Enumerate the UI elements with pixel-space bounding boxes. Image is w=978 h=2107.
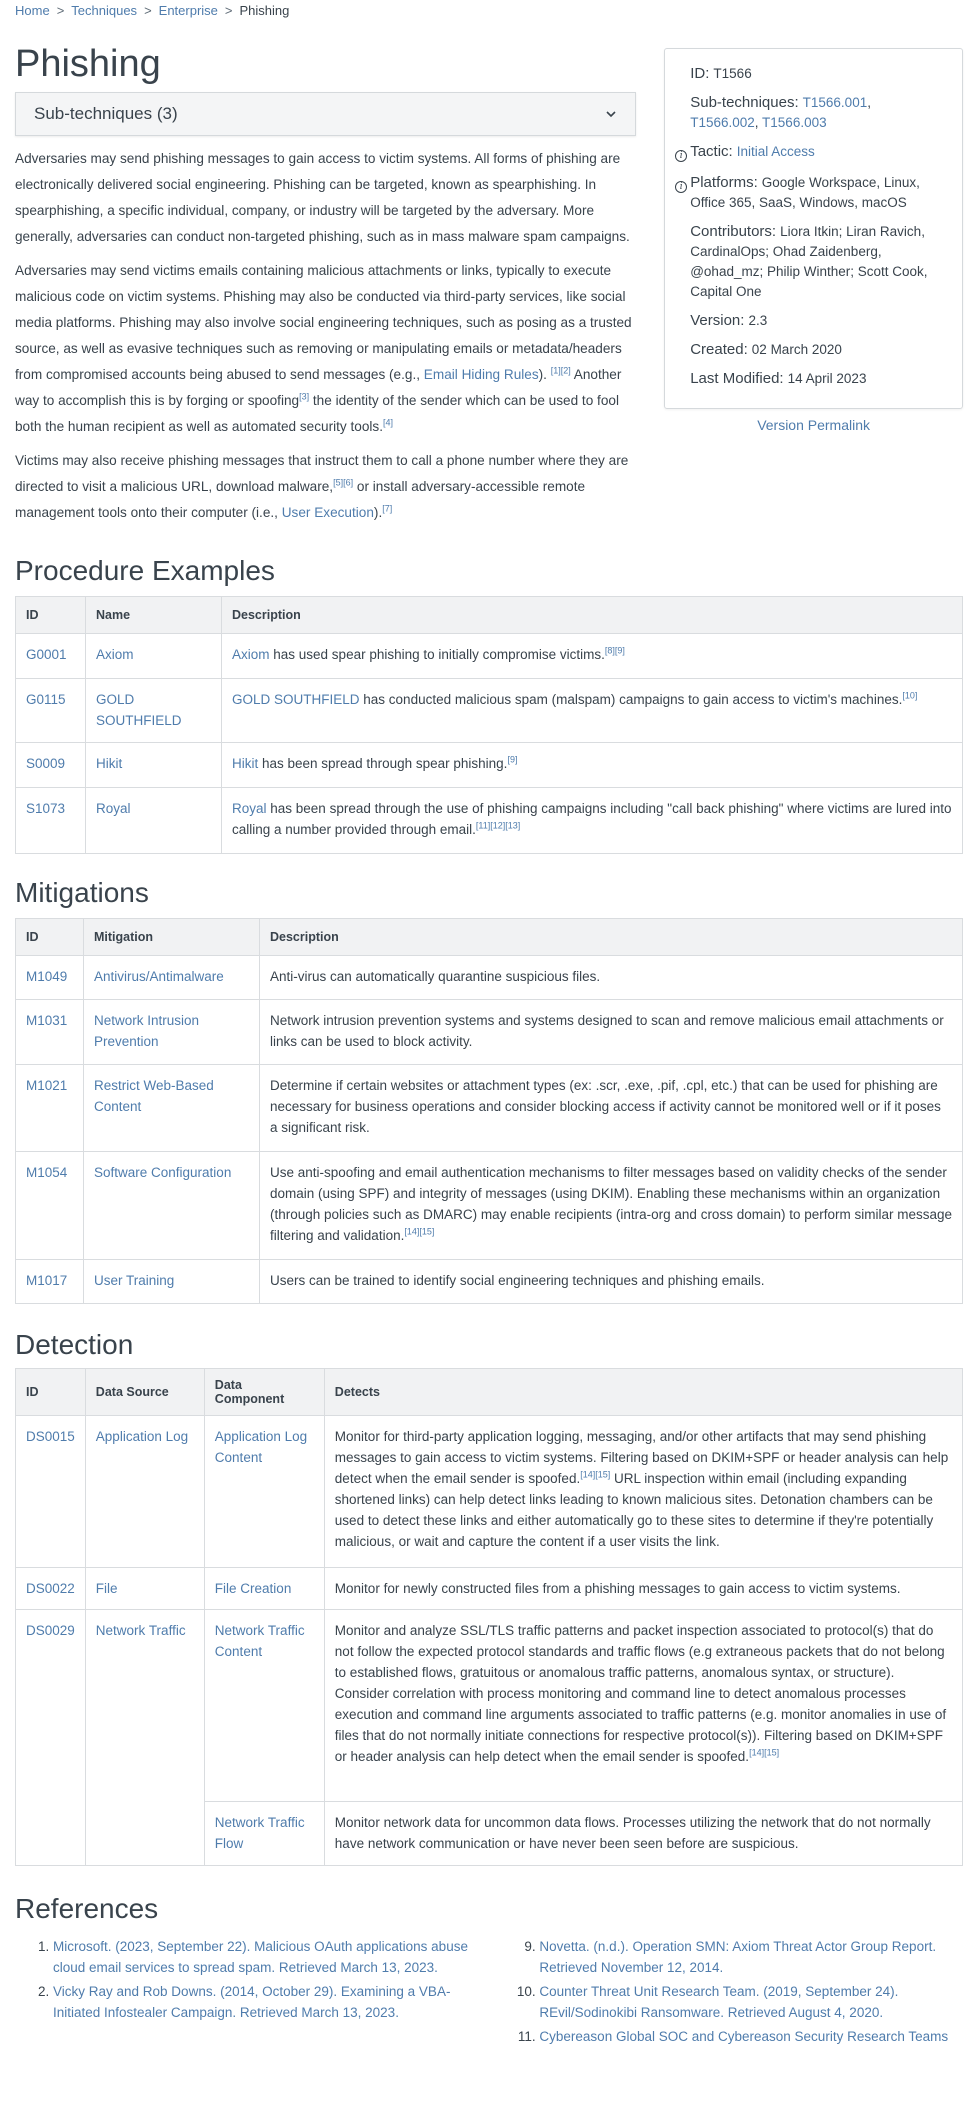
mitigation-id-link[interactable]: M1031 (26, 1013, 68, 1028)
card-label: Platforms: (690, 174, 758, 191)
technique-card-column (664, 48, 963, 433)
breadcrumb-separator: > (224, 3, 233, 18)
reference-link[interactable]: Cybereason Global SOC and Cybereason Security Research Teams (539, 2029, 949, 2044)
chevron-down-icon (605, 108, 617, 120)
description-paragraph (15, 258, 636, 440)
citation[interactable]: [7] (382, 503, 393, 514)
datacomponent-link[interactable]: Application Log Content (214, 1429, 308, 1465)
table-row (16, 1610, 963, 1802)
info-circle-icon[interactable]: i (675, 181, 687, 193)
mitigation-name-link[interactable]: Software Configuration (94, 1165, 232, 1180)
column-header: ID (16, 597, 86, 634)
page-title: Phishing (15, 43, 161, 85)
procedure-id-link[interactable]: G0115 (26, 692, 66, 707)
table-row (16, 679, 963, 743)
breadcrumb-home[interactable]: Home (15, 3, 50, 18)
subtechnique-link[interactable]: T1566.003 (762, 115, 827, 130)
references-list (15, 1936, 963, 2050)
column-header: Mitigation (84, 919, 260, 956)
mitigation-name-link[interactable]: Restrict Web-Based Content (94, 1078, 214, 1114)
datasource-link[interactable]: File (95, 1581, 118, 1596)
mitigation-id-link[interactable]: M1049 (26, 969, 68, 984)
description-text: Adversaries may send victims emails containing malicious attachments or links, typically to execute malicious code on victim systems. Phishing may also be conducted via third-party services, like social media platforms. Phishing may also involve social engineering techniques, such as posing as a trusted source, as well as evasive techniques such as removing or manipulating emails or metadata/headers from compromised accounts being abused to send messages (e.g., (15, 263, 632, 382)
mitigation-name-link[interactable]: Network Intrusion Prevention (94, 1013, 200, 1049)
procedure-desc: has conducted malicious spam (malspam) campaigns to gain access to victim's machines. (359, 692, 903, 707)
description-text: ). (373, 505, 383, 520)
detection-table (15, 1368, 963, 1866)
card-label: Sub-techniques: (690, 94, 799, 111)
procedure-desc-link[interactable]: Royal (232, 801, 267, 816)
breadcrumb-techniques[interactable]: Techniques (71, 3, 138, 18)
detection-desc: Monitor and analyze SSL/TLS traffic patterns and packet inspection associated to protocol(s) that do not follow the expected protocol standards and traffic flows (e.g extraneous packets that do not belong to established flows, gratuitous or anomalous traffic patterns, anomalous syntax, or structure). Consider correlation with process monitoring and command line to detect anomalous processes execution and command line arguments associated to traffic patterns (e.g. monitor anomalies in use of files that do not normally initiate connections for respective protocol(s)). Filtering based on DKIM+SPF or header analysis can help detect when the email sender is spoofed. (334, 1623, 947, 1764)
card-id (675, 64, 940, 84)
breadcrumb-current: Phishing (239, 3, 290, 18)
email-hiding-rules-link[interactable]: Email Hiding Rules (423, 367, 539, 382)
column-header: Name (86, 597, 222, 634)
main-content (15, 92, 636, 534)
citation[interactable]: [8][9] (604, 645, 625, 656)
citation[interactable]: [9] (507, 754, 518, 765)
datacomponent-link[interactable]: File Creation (214, 1581, 292, 1596)
citation[interactable]: [10] (902, 690, 918, 701)
datasource-link[interactable]: Application Log (95, 1429, 189, 1444)
procedure-id-link[interactable]: G0001 (26, 647, 67, 662)
user-execution-link[interactable]: User Execution (281, 505, 374, 520)
card-value: Liora Itkin; Liran Ravich, CardinalOps; Ohad Zaidenberg, @ohad_mz; Philip Winther; Scott Cook, Capital One (690, 224, 928, 299)
datasource-id-link[interactable]: DS0015 (26, 1429, 75, 1444)
detection-desc: Monitor for newly constructed files from a phishing messages to gain access to victim systems. (334, 1581, 901, 1596)
card-label: Created: (690, 341, 748, 358)
card-label: ID: (690, 65, 710, 82)
table-row (16, 1568, 963, 1610)
citation[interactable]: [14][15] (580, 1469, 611, 1480)
procedure-desc-link[interactable]: GOLD SOUTHFIELD (232, 692, 360, 707)
mitigation-name-link[interactable]: Antivirus/Antimalware (94, 969, 224, 984)
card-tactic (675, 142, 940, 164)
card-value: 14 April 2023 (787, 371, 867, 386)
reference-link[interactable]: Novetta. (n.d.). Operation SMN: Axiom Threat Actor Group Report. Retrieved November 12, 2014. (539, 1939, 937, 1975)
card-value: 2.3 (748, 313, 768, 328)
mitigations-heading: Mitigations (15, 877, 149, 908)
column-header: Description (260, 919, 963, 956)
table-row (16, 1065, 963, 1152)
table-row (16, 634, 963, 679)
citation[interactable]: [14][15] (404, 1226, 435, 1237)
table-row (16, 1152, 963, 1260)
column-header: Data Component (204, 1369, 324, 1416)
mitigation-id-link[interactable]: M1017 (26, 1273, 68, 1288)
table-row (16, 1802, 963, 1866)
card-contributors (675, 222, 940, 302)
reference-link[interactable]: Vicky Ray and Rob Downs. (2014, October 29). Examining a VBA-Initiated Infostealer Campaign. Retrieved March 13, 2023. (53, 1984, 451, 2020)
reference-item (53, 1981, 486, 2023)
breadcrumb-separator: > (56, 3, 65, 18)
detection-desc: Monitor network data for uncommon data flows. Processes utilizing the network that do not normally have network communication or have never been seen before are suspicious. (334, 1815, 931, 1851)
procedure-desc: has been spread through spear phishing. (258, 756, 508, 771)
description-text: or install adversary-accessible remote management tools onto their computer (i.e., (15, 479, 586, 520)
mitigation-desc: Anti-virus can automatically quarantine suspicious files. (270, 969, 601, 984)
detection-desc: Monitor for third-party application logging, messaging, and/or other artifacts that may send phishing messages to gain access to victim systems. Filtering based on DKIM+SPF or header analysis can help detect when the email sender is spoofed. (334, 1429, 949, 1486)
description-text: Victims may also receive phishing messages that instruct them to call a phone number where they are directed to visit a malicious URL, download malware, (15, 453, 629, 494)
mitigation-desc: Use anti-spoofing and email authentication mechanisms to filter messages based on validity checks of the sender domain (using SPF) and integrity of messages (using DKIM). Enabling these mechanisms within an organization (through policies such as DMARC) may enable recipients (intra-org and cross domain) to perform similar message filtering and validation. (270, 1165, 953, 1243)
table-row (16, 956, 963, 1000)
citation[interactable]: [4] (383, 417, 394, 428)
procedure-name-link[interactable]: Hikit (96, 756, 123, 771)
reference-item (539, 2026, 963, 2047)
description-text: Another way to accomplish this is by forging or spoofing (15, 367, 622, 408)
citation[interactable]: [1][2] (550, 365, 571, 376)
procedure-desc-link[interactable]: Hikit (232, 756, 259, 771)
mitigation-desc: Users can be trained to identify social engineering techniques and phishing emails. (270, 1273, 765, 1288)
info-circle-icon[interactable]: i (675, 150, 687, 162)
description-paragraph (15, 448, 636, 526)
procedure-name-link[interactable]: Royal (96, 801, 131, 816)
column-header: Detects (324, 1369, 962, 1416)
description-text: the identity of the sender which can be used to fool both the human recipient as well as automated security tools. (15, 393, 619, 434)
citation[interactable]: [14][15] (749, 1747, 780, 1758)
card-value: Google Workspace, Linux, Office 365, SaaS, Windows, macOS (690, 175, 920, 210)
reference-item (53, 1936, 486, 1978)
citation[interactable]: [3] (299, 391, 310, 402)
technique-card (664, 48, 963, 409)
detection-desc: URL inspection within email (including expanding shortened links) can help detect links leading to known malicious sites. Detonation chambers can be used to detect these links and either automatically go to these sites to determine if they're potentially malicious, or wait and capture the content if a user visits the link. (334, 1471, 934, 1549)
subtechniques-toggle-label: Sub-techniques (3) (34, 104, 178, 123)
column-header: Data Source (85, 1369, 204, 1416)
procedure-id-link[interactable]: S1073 (26, 801, 66, 816)
tactic-link[interactable]: Initial Access (736, 144, 815, 159)
column-header: ID (16, 1369, 86, 1416)
procedure-desc: has been spread through the use of phishing campaigns including "call back phishing" where victims are lured into calling a number provided through email. (232, 801, 952, 837)
card-modified (675, 369, 940, 389)
mitigation-desc: Network intrusion prevention systems and systems designed to scan and remove malicious email attachments or links can be used to block activity. (270, 1013, 944, 1049)
mitigation-id-link[interactable]: M1021 (26, 1078, 68, 1093)
reference-link[interactable]: Microsoft. (2023, September 22). Malicious OAuth applications abuse cloud email services to spread spam. Retrieved March 13, 2023. (53, 1939, 468, 1975)
citation[interactable]: [11][12][13] (475, 820, 521, 831)
breadcrumb (15, 0, 963, 20)
table-row (16, 788, 963, 854)
table-row (16, 1260, 963, 1304)
reference-link[interactable]: Counter Threat Unit Research Team. (2019, September 24). REvil/Sodinokibi Ransomware. Retrieved August 4, 2020. (539, 1984, 899, 2020)
card-value: 02 March 2020 (751, 342, 842, 357)
mitigation-id-link[interactable]: M1054 (26, 1165, 68, 1180)
subtechniques-toggle[interactable] (15, 92, 636, 136)
datacomponent-link[interactable]: Network Traffic Flow (214, 1815, 305, 1851)
procedure-desc-link[interactable]: Axiom (232, 647, 270, 662)
datasource-id-link[interactable]: DS0029 (26, 1623, 75, 1638)
mitigation-desc: Determine if certain websites or attachment types (ex: .scr, .exe, .pif, .cpl, etc.) that can be used for phishing are necessary for business operations and consider blocking access if activity cannot be monitored well or if it poses a significant risk. (270, 1078, 941, 1135)
procedure-name-link[interactable]: GOLD SOUTHFIELD (96, 692, 182, 728)
breadcrumb-separator: > (144, 3, 152, 18)
card-platforms (675, 173, 940, 213)
procedure-examples-heading: Procedure Examples (15, 555, 275, 586)
procedure-id-link[interactable]: S0009 (26, 756, 66, 771)
card-subtechniques: Sub-techniques: T1566.001, T1566.002, T1566.003 (690, 94, 871, 130)
card-label: Last Modified: (690, 370, 784, 387)
procedure-examples-table (15, 596, 963, 854)
table-row (16, 1000, 963, 1065)
datasource-id-link[interactable]: DS0022 (26, 1581, 75, 1596)
column-header: Description (222, 597, 963, 634)
technique-description (15, 146, 636, 526)
card-version (675, 311, 940, 331)
subtechnique-link[interactable]: T1566.002 (690, 115, 755, 130)
breadcrumb-enterprise[interactable]: Enterprise (158, 3, 218, 18)
column-header: ID (16, 919, 84, 956)
card-value: T1566 (713, 66, 752, 81)
card-created (675, 340, 940, 360)
procedure-desc: has used spear phishing to initially compromise victims. (269, 647, 605, 662)
description-paragraph: Adversaries may send phishing messages to gain access to victim systems. All forms of phishing are electronically delivered social engineering. Phishing can be targeted, known as spearphishing. In spearphishing, a specific individual, company, or industry will be targeted by the adversary. More generally, adversaries can conduct non-targeted phishing, such as in mass malware spam campaigns. (15, 151, 630, 244)
datacomponent-link[interactable]: Network Traffic Content (214, 1623, 305, 1659)
table-row (16, 1416, 963, 1568)
mitigations-table (15, 918, 963, 1304)
citation[interactable]: [5][6] (333, 477, 354, 488)
card-label: Tactic: (690, 143, 733, 160)
reference-item (539, 1981, 963, 2023)
subtechnique-link[interactable]: T1566.001 (802, 95, 868, 110)
datasource-link[interactable]: Network Traffic (95, 1623, 186, 1638)
table-row (16, 743, 963, 788)
card-label: Version: (690, 312, 745, 329)
reference-item (539, 1936, 963, 1978)
card-label: Contributors: (690, 223, 777, 240)
mitigation-name-link[interactable]: User Training (94, 1273, 175, 1288)
description-text: ). (538, 367, 551, 382)
procedure-name-link[interactable]: Axiom (96, 647, 134, 662)
version-permalink[interactable]: Version Permalink (757, 417, 871, 433)
detection-heading: Detection (15, 1329, 134, 1360)
references-heading: References (15, 1893, 159, 1924)
